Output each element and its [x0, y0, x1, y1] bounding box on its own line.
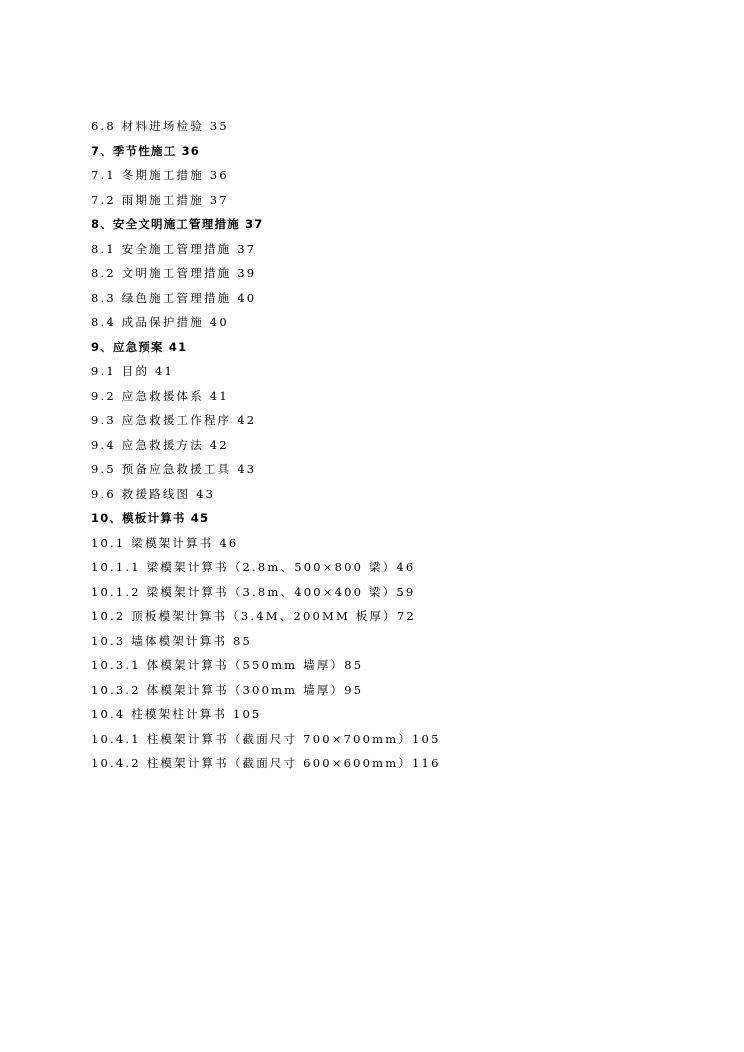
- toc-chapter-heading: 7、季节性施工 36: [91, 143, 201, 158]
- toc-entry: 9.1 目的 41: [91, 364, 175, 378]
- toc-chapter-heading: 8、安全文明施工管理措施 37: [91, 217, 264, 231]
- toc-entry: 10.4.2 柱模架计算书（截面尺寸 600×600mm）116: [91, 756, 441, 770]
- toc-entry: 10.3.2 体模架计算书（300mm 墙厚）95: [91, 682, 364, 697]
- toc-entry: 8.2 文明施工管理措施 39: [91, 266, 257, 280]
- toc-entry: 9.4 应急救援方法 42: [91, 437, 229, 452]
- toc-entry: 8.3 绿色施工管理措施 40: [91, 290, 257, 305]
- toc-entry: 10.3 墙体模架计算书 85: [91, 633, 253, 648]
- toc-entry: 9.5 预备应急救援工具 43: [91, 462, 257, 476]
- toc-entry: 10.4 柱模架柱计算书 105: [91, 707, 262, 721]
- toc-chapter-heading: 10、模板计算书 45: [91, 511, 210, 525]
- toc-entry: 8.1 安全施工管理措施 37: [91, 241, 257, 256]
- toc-entry: 7.2 雨期施工措施 37: [91, 192, 229, 207]
- toc-entry: 10.1.1 梁模架计算书（2.8m、500×800 梁）46: [91, 560, 416, 574]
- toc-entry: 9.6 救援路线图 43: [91, 486, 216, 501]
- toc-entry: 10.4.1 柱模架计算书（截面尺寸 700×700mm）105: [91, 731, 441, 746]
- toc-entry: 10.1 梁模架计算书 46: [91, 535, 239, 550]
- toc-entry: 10.1.2 梁模架计算书（3.8m、400×400 梁）59: [91, 584, 416, 599]
- toc-entry: 9.2 应急救援体系 41: [91, 388, 229, 403]
- table-of-contents: [91, 114, 711, 776]
- toc-entry: 7.1 冬期施工措施 36: [91, 168, 229, 182]
- toc-entry: 6.8 材料进场检验 35: [91, 119, 229, 133]
- toc-entry: 10.3.1 体模架计算书（550mm 墙厚）85: [91, 658, 364, 672]
- toc-entry: 8.4 成品保护措施 40: [91, 315, 229, 329]
- toc-entry: 10.2 顶板模架计算书（3.4M、200MM 板厚）72: [91, 609, 416, 623]
- toc-chapter-heading: 9、应急预案 41: [91, 339, 188, 354]
- toc-entry: 9.3 应急救援工作程序 42: [91, 413, 257, 427]
